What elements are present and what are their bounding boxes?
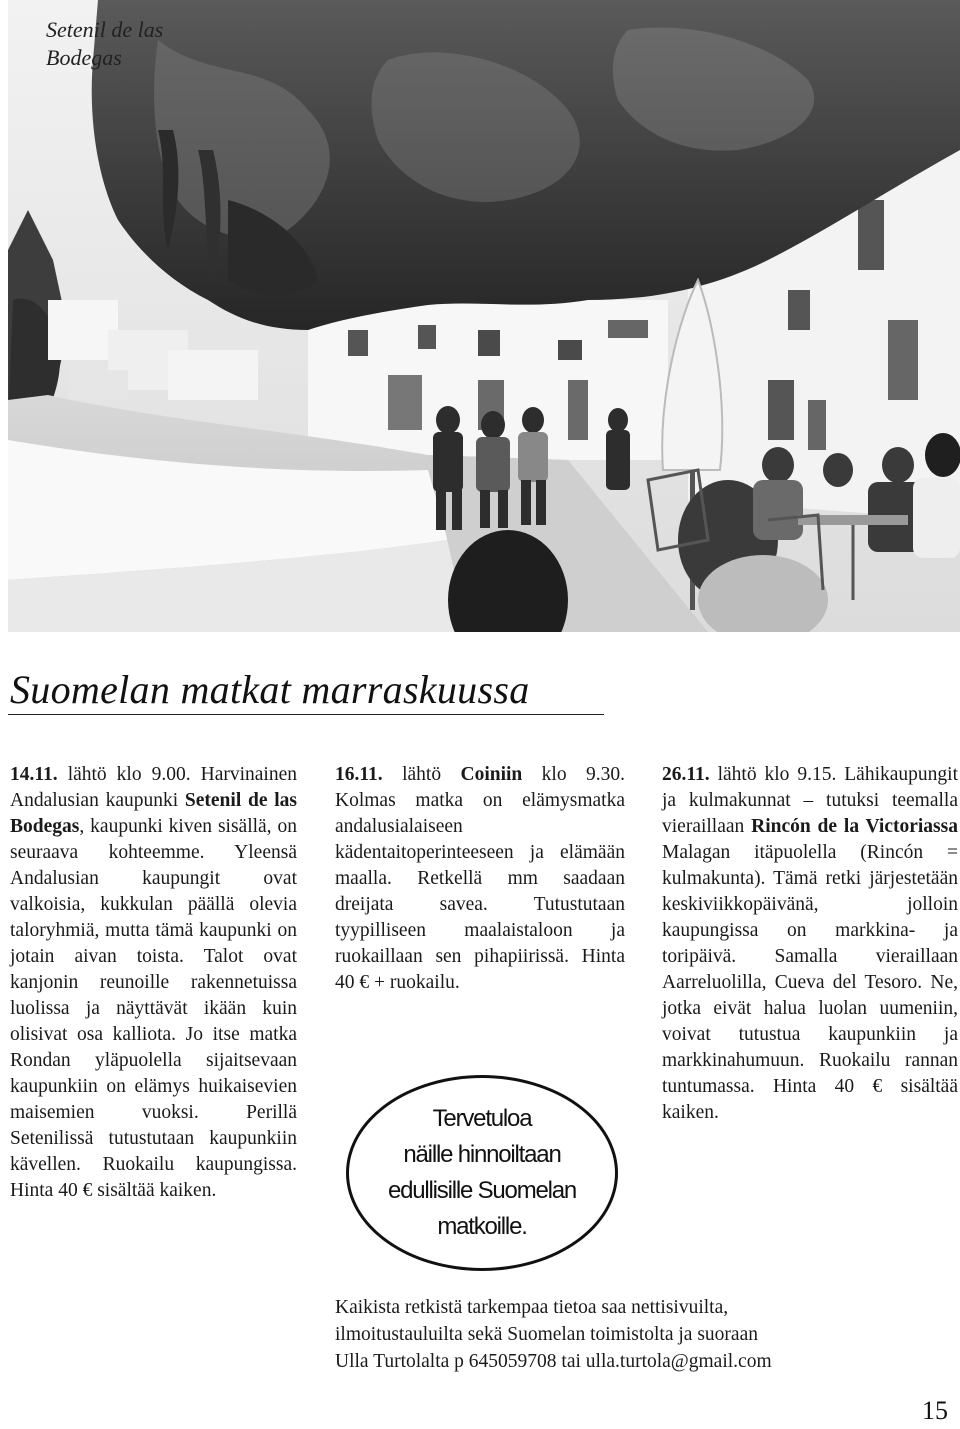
contact-line: ilmoitustauluilta sekä Suomelan toimistolta ja suoraan [335,1324,758,1345]
photo-caption [46,16,206,72]
contact-line: Kaikista retkistä tarkempaa tietoa saa nettisivuilta, [335,1297,729,1318]
page-number: 15 [922,1396,948,1425]
welcome-text [388,1101,576,1245]
trip-description: , kaupunki kiven sisällä, on seuraava kohteemme. Yleensä Andalusian kaupungit ovat valkoisia, kukkulan päällä olevia taloryhmiä, mutta tämä kaupunki on jotain aivan toista. Talot ovat kanjonin reunoille rakennetuissa luolissa ja näyttävät ikään kuin olisivat osa kalliota. Jo itse matka Rondan yläpuolella sijaitsevaan kaupunkiin on elämys huikaisevien maisemien vuoksi. Perillä Setenilissä tutustutaan kaupunkiin kävellen. Ruokailu kaupungissa. Hinta 40 € sisältää kaiken. [10,816,297,1201]
welcome-line: näille hinnoiltaan [403,1141,561,1168]
title-divider [8,714,604,715]
trip-description: Malagan itäpuolella (Rincón = kulmakunta). Tämä retki järjestetään keskiviikkopäivänä, jolloin kaupungissa on markkina- ja toripäivä. Samalla vieraillaan Aarreluolilla, Cueva del Tesoro. Ne, jotka eivät halua luolan uumeniin, voivat tutustua kaupunkiin ja markkinahumuun. Ruokailu rannan tuntumassa. Hinta 40 € sisältää kaiken. [662,842,958,1123]
welcome-oval [346,1075,618,1271]
trip-date: 16.11. [335,764,383,785]
contact-info [335,1294,935,1375]
trip-column-1 [10,762,297,1204]
trip-column-3 [662,762,958,1126]
article-photo [8,0,960,632]
trip-description: klo 9.30. Kolmas matka on elämysmatka andalusialaiseen kädentaitoperinteeseen ja elämään maalla. Retkellä mm saadaan dreijata savea. Tutustutaan tyypilliseen maalaistaloon ja ruokaillaan sen pihapiirissä. Hinta 40 € + ruokailu. [335,764,625,993]
welcome-line: matkoille. [437,1213,527,1240]
trip-destination: Coiniin [460,764,523,785]
welcome-line: edullisille Suomelan [387,1177,577,1204]
trip-date: 26.11. [662,764,710,785]
trip-date: 14.11. [10,764,58,785]
trip-intro: lähtö klo 9.00. Harvinainen Andalusian kaupunki [10,764,297,811]
trip-destination: Rincón de la Victoriassa [751,816,958,837]
trip-intro: lähtö [382,764,461,785]
page-title: Suomelan matkat marraskuussa [10,667,530,712]
contact-line: Ulla Turtolalta p 645059708 tai ulla.turtola@gmail.com [335,1351,772,1372]
trip-destination: Setenil de las Bodegas [10,790,297,837]
photo-illustration [8,0,960,632]
trip-intro: lähtö klo 9.15. Lähikaupungit ja kulmakunnat – tutuksi teemalla vieraillaan [662,764,958,837]
trip-column-2 [335,762,625,996]
welcome-line: Tervetuloa [432,1105,532,1132]
caption-line: Setenil de las [46,17,164,42]
caption-line: Bodegas [46,45,122,70]
